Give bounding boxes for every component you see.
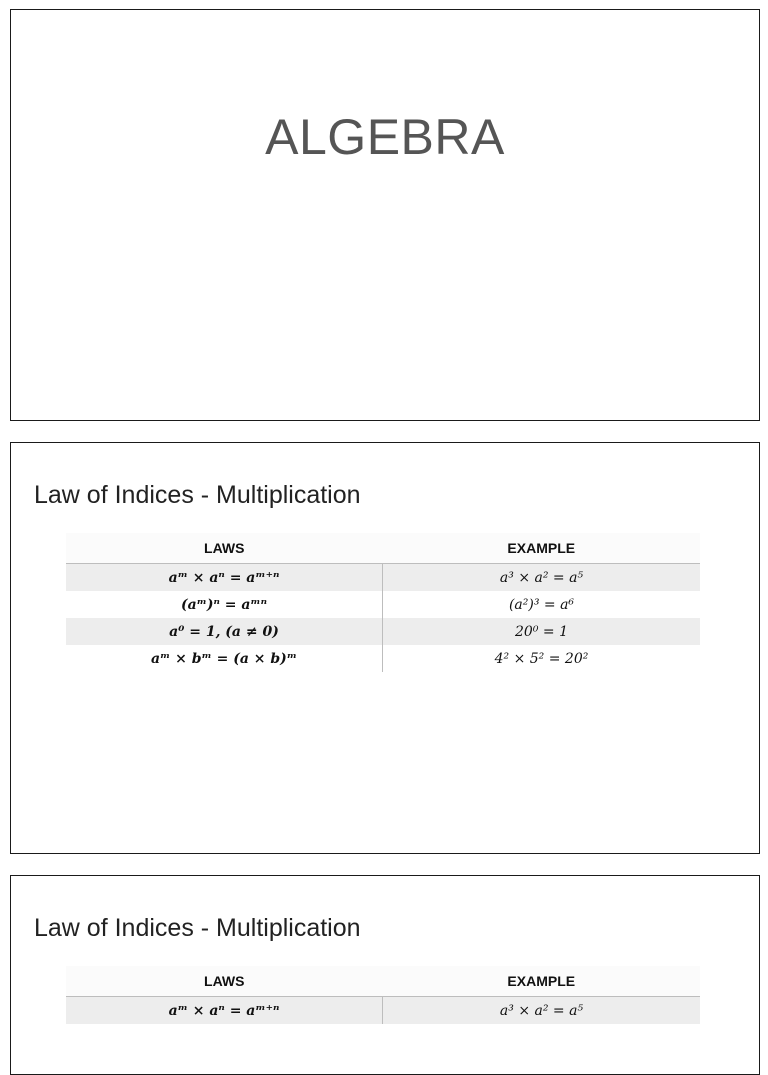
example-cell: 20⁰ = 1 — [383, 618, 701, 645]
slide-3 — [10, 875, 760, 1075]
indices-table — [66, 533, 700, 672]
slide-1 — [10, 9, 760, 421]
slide-title: ALGEBRA — [265, 109, 505, 165]
law-cell: aᵐ × bᵐ = (a × b)ᵐ — [66, 645, 383, 672]
law-cell: (aᵐ)ⁿ = aᵐⁿ — [66, 591, 383, 618]
indices-table — [66, 966, 700, 1024]
column-header-laws: LAWS — [66, 533, 383, 564]
law-cell: aᵐ × aⁿ = aᵐ⁺ⁿ — [66, 564, 383, 592]
column-header-example: EXAMPLE — [383, 533, 701, 564]
table-row — [66, 645, 700, 672]
law-cell: aᵐ × aⁿ = aᵐ⁺ⁿ — [66, 997, 383, 1025]
table-row — [66, 618, 700, 645]
slide-2 — [10, 442, 760, 854]
example-cell: a³ × a² = a⁵ — [383, 564, 701, 592]
example-cell: a³ × a² = a⁵ — [383, 997, 701, 1025]
example-cell: (a²)³ = a⁶ — [383, 591, 701, 618]
slide-heading: Law of Indices - Multiplication — [34, 914, 361, 942]
slide-heading: Law of Indices - Multiplication — [34, 481, 361, 509]
table-row — [66, 564, 700, 592]
column-header-example: EXAMPLE — [383, 966, 701, 997]
example-cell: 4² × 5² = 20² — [383, 645, 701, 672]
law-cell: a⁰ = 1, (a ≠ 0) — [66, 618, 383, 645]
table-row — [66, 591, 700, 618]
column-header-laws: LAWS — [66, 966, 383, 997]
table-row — [66, 997, 700, 1025]
